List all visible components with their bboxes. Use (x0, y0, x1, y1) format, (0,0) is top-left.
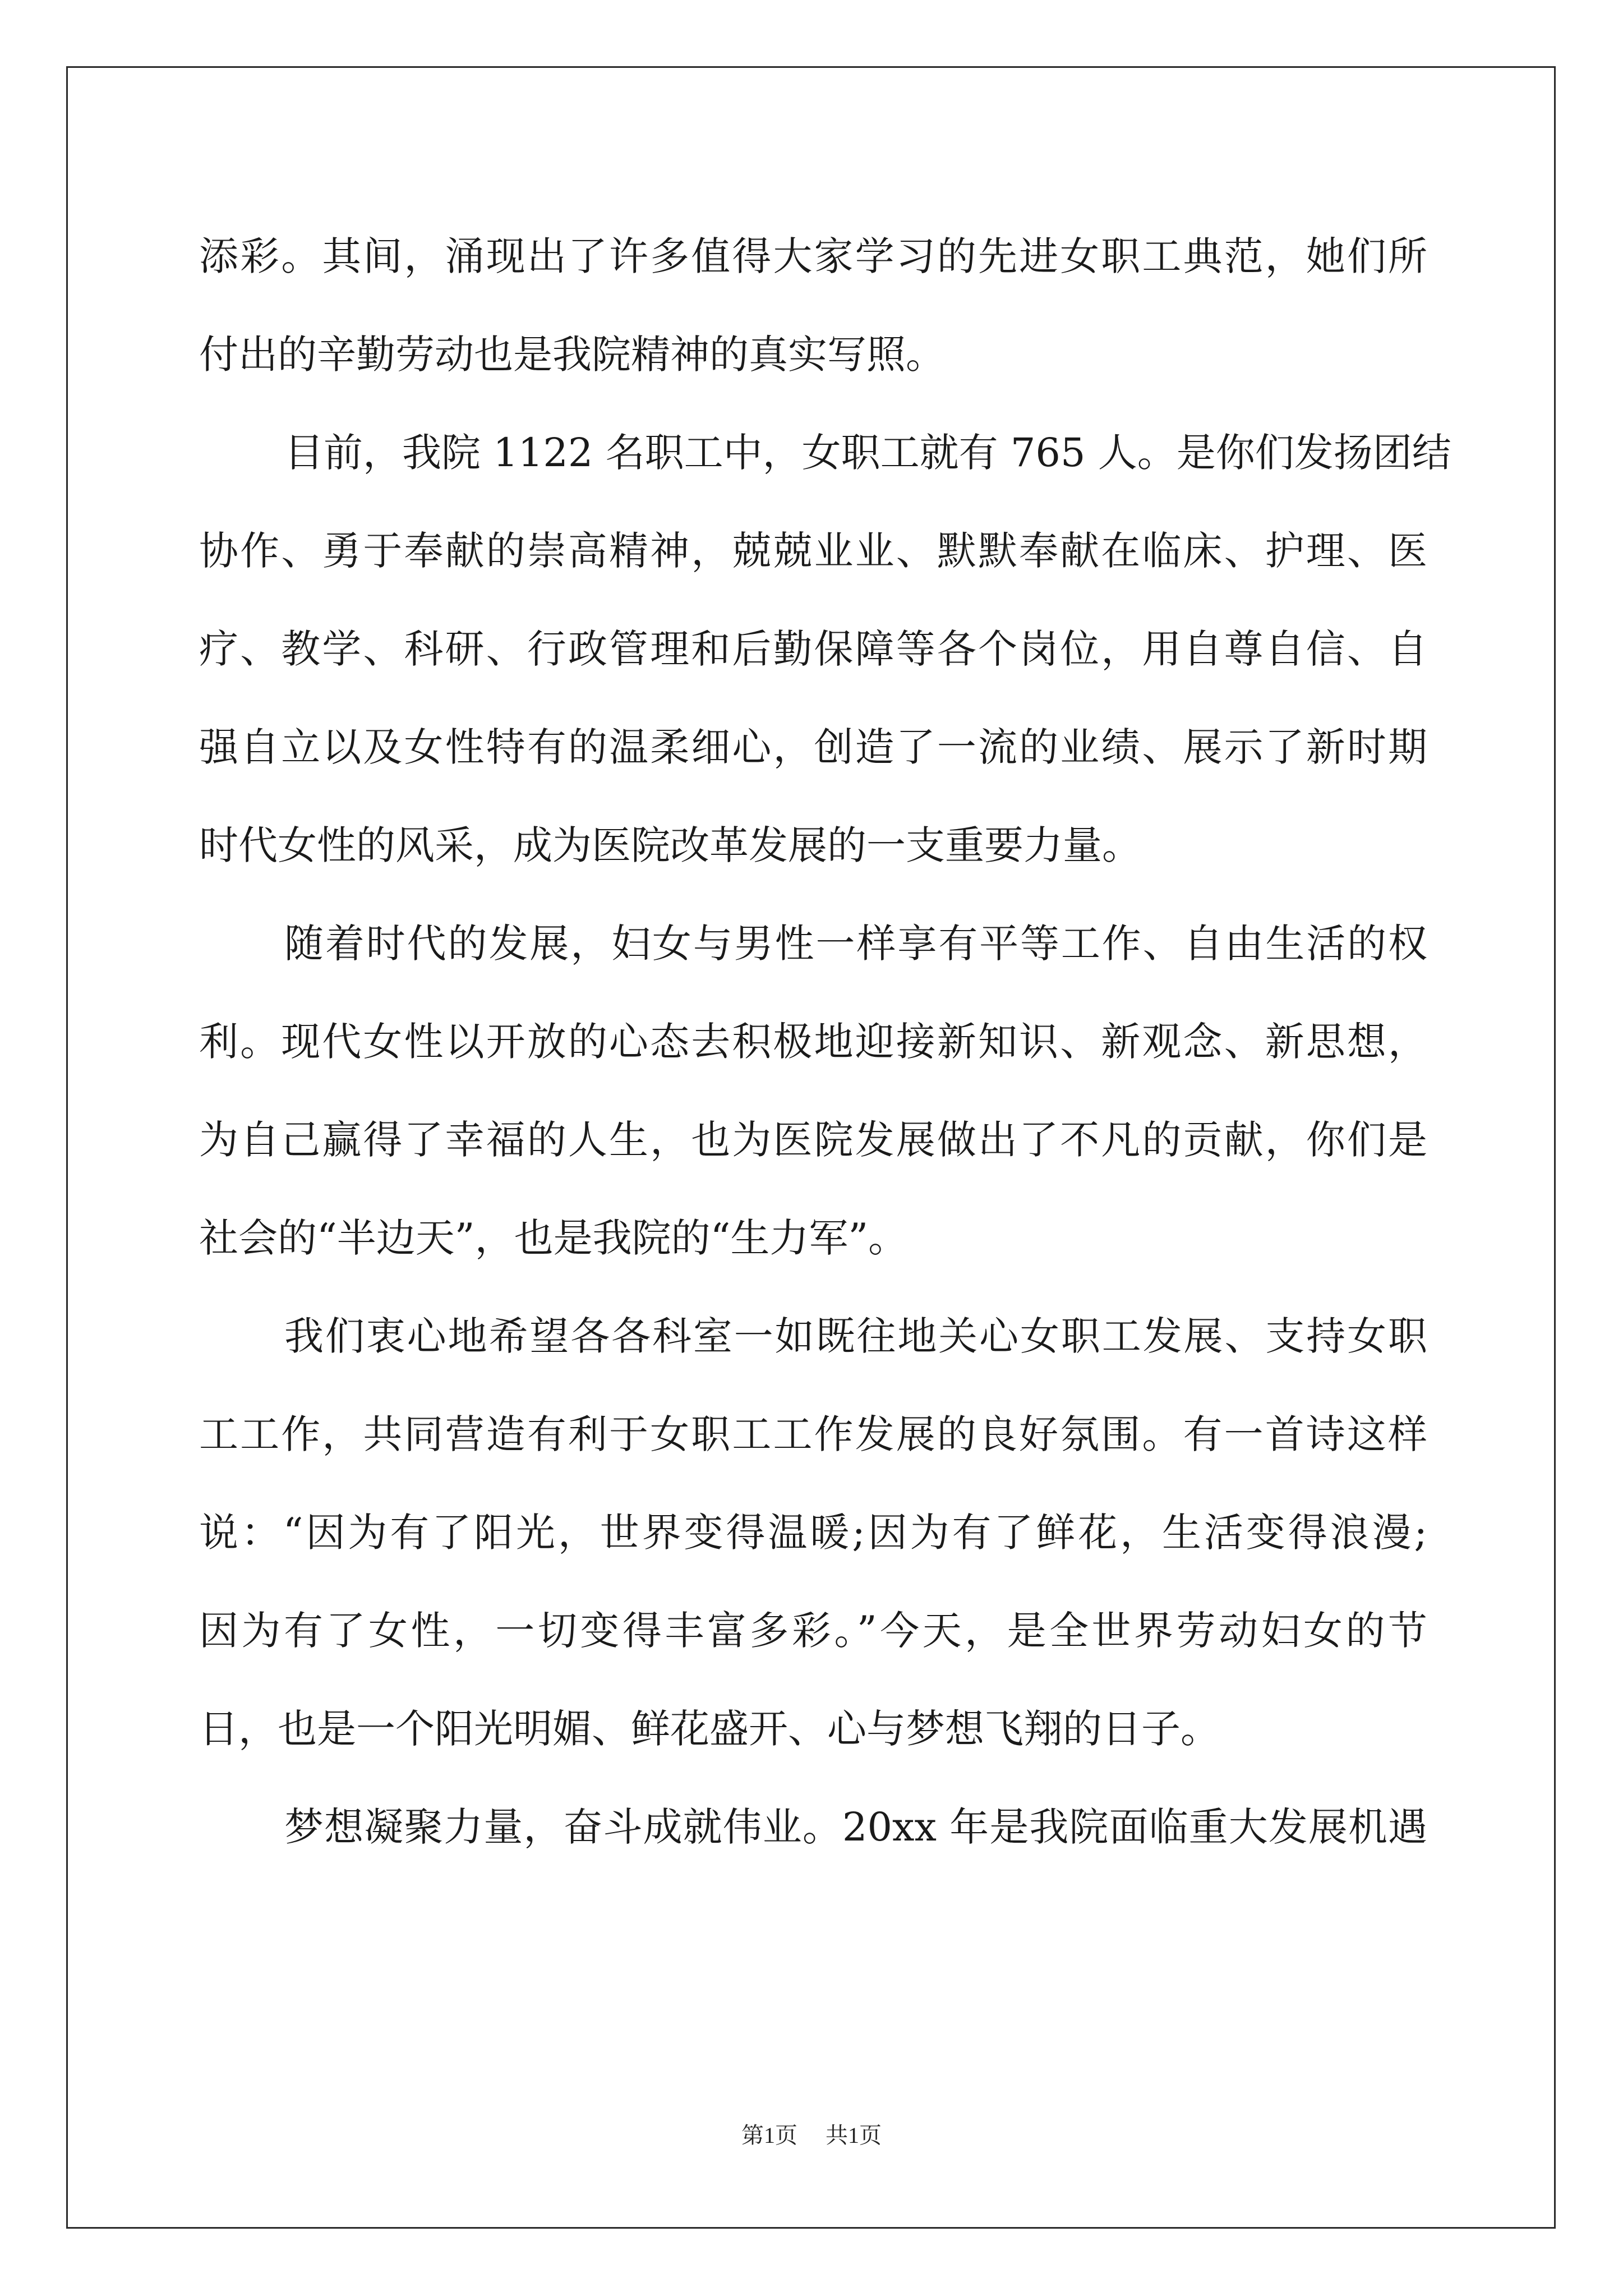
text-line: 目前，我院 1122 名职工中，女职工就有 765 人。是你们发扬团结 (284, 430, 1451, 476)
text-line: 疗、教学、科研、行政管理和后勤保障等各个岗位，用自尊自信、自 (199, 626, 1427, 672)
page-total: 共1页 (826, 2123, 882, 2148)
text-line: 添彩。其间，涌现出了许多值得大家学习的先进女职工典范，她们所 (199, 233, 1427, 279)
text-line: 因为有了女性，一切变得丰富多彩。”今天，是全世界劳动妇女的节 (199, 1608, 1427, 1654)
text-line: 为自己赢得了幸福的人生，也为医院发展做出了不凡的贡献，你们是 (199, 1117, 1427, 1163)
text-line: 付出的辛勤劳动也是我院精神的真实写照。 (199, 332, 945, 378)
text-line: 社会的“半边天”，也是我院的“生力军”。 (199, 1215, 908, 1261)
text-line: 协作、勇于奉献的崇高精神，兢兢业业、默默奉献在临床、护理、医 (199, 528, 1427, 574)
text-line: 日，也是一个阳光明媚、鲜花盛开、心与梦想飞翔的日子。 (199, 1706, 1220, 1752)
text-line: 我们衷心地希望各各科室一如既往地关心女职工发展、支持女职 (284, 1313, 1427, 1359)
text-line: 时代女性的风采，成为医院改革发展的一支重要力量。 (199, 822, 1141, 868)
text-line: 梦想凝聚力量，奋斗成就伟业。20xx 年是我院面临重大发展机遇 (284, 1804, 1427, 1850)
document-body (199, 208, 1451, 1876)
text-line: 利。现代女性以开放的心态去积极地迎接新知识、新观念、新思想， (199, 1019, 1427, 1065)
text-line: 工工作，共同营造有利于女职工工作发展的良好氛围。有一首诗这样 (199, 1411, 1427, 1457)
text-line: 强自立以及女性特有的温柔细心，创造了一流的业绩、展示了新时期 (199, 724, 1427, 770)
page-number: 第1页 (741, 2123, 797, 2148)
text-line: 随着时代的发展，妇女与男性一样享有平等工作、自由生活的权 (284, 921, 1427, 967)
page-footer (0, 2118, 1623, 2150)
text-line: 说：“因为有了阳光，世界变得温暖;因为有了鲜花，生活变得浪漫; (199, 1510, 1427, 1556)
